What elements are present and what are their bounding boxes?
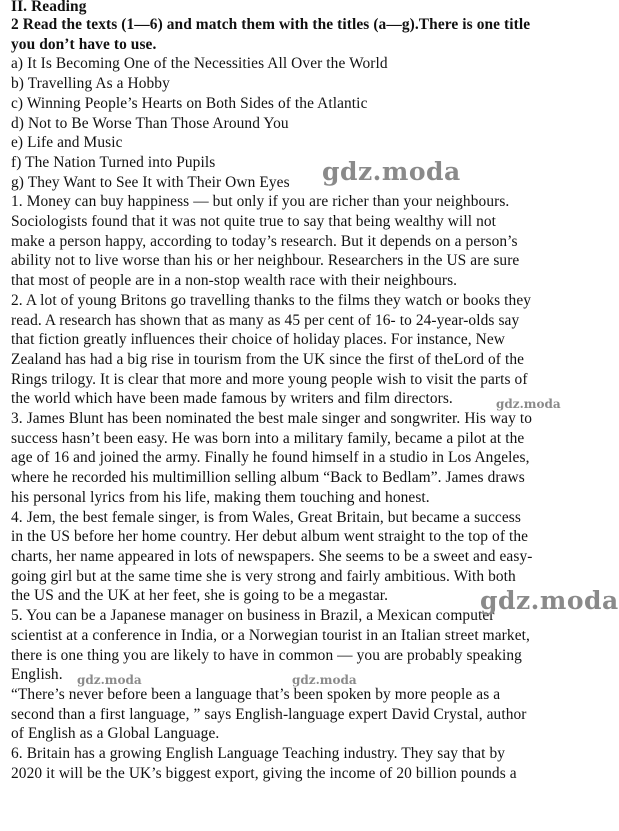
title-item-d: d) Not to Be Worse Than Those Around You — [11, 114, 289, 132]
text-line: 2. A lot of young Britons go travelling thanks to the films they watch or books they — [11, 291, 532, 309]
text-line: Sociologists found that it was not quite true to say that being wealthy will not — [11, 213, 497, 231]
text-line: Zealand has had a big rise in tourism from the UK since the first of theLord of the — [11, 350, 525, 368]
text-line: make a person happy, according to today’s research. But it depends on a person’s — [11, 232, 518, 250]
title-item-b: b) Travelling As a Hobby — [11, 75, 170, 93]
title-item-a: a) It Is Becoming One of the Necessities All Over the World — [11, 55, 388, 73]
text-line: 1. Money can buy happiness — but only if you are richer than your neighbours. — [11, 193, 510, 211]
text-line: read. A research has shown that as many as 45 per cent of 16- to 24-year-olds say — [11, 311, 520, 329]
section-title: II. Reading — [11, 0, 87, 15]
watermark-logo: gdz.moda — [480, 586, 619, 615]
text-line: charts, her name appeared in lots of newspapers. She seems to be a sweet and easy- — [11, 547, 533, 565]
text-line: scientist at a conference in India, or a Norwegian tourist in an Italian street market, — [11, 626, 530, 644]
text-line: the US and the UK at her feet, she is going to be a megastar. — [11, 587, 389, 605]
watermark-logo: gdz.moda — [322, 157, 461, 186]
text-line: that fiction greatly influences their choice of holiday places. For instance, New — [11, 331, 506, 349]
watermark-logo: gdz.moda — [77, 673, 142, 687]
text-line: English. — [11, 666, 63, 684]
text-line: “There’s never before been a language that’s been spoken by more people as a — [11, 685, 501, 703]
title-item-f: f) The Nation Turned into Pupils — [11, 153, 216, 171]
text-line: 3. James Blunt has been nominated the best male singer and songwriter. His way to — [11, 410, 533, 428]
reading-page — [11, 0, 593, 783]
title-item-e: e) Life and Music — [11, 134, 123, 152]
text-line: 4. Jem, the best female singer, is from Wales, Great Britain, but became a success — [11, 508, 521, 526]
reading-texts — [11, 192, 593, 783]
text-line: of English as a Global Language. — [11, 725, 220, 743]
titles-list — [11, 54, 593, 192]
text-line: 5. You can be a Japanese manager on business in Brazil, a Mexican computer — [11, 607, 495, 625]
text-line: where he recorded his multimillion selling album “Back to Bedlam”. James draws — [11, 469, 525, 487]
text-line: going girl but at the same time she is very strong and fairly ambitious. With both — [11, 567, 516, 585]
text-line: Rings trilogy. It is clear that more and more young people wish to visit the parts of — [11, 370, 528, 388]
title-item-c: c) Winning People’s Hearts on Both Sides of the Atlantic — [11, 94, 368, 112]
task-line: you don’t have to use. — [11, 35, 157, 53]
text-line: 6. Britain has a growing English Language Teaching industry. They say that by — [11, 745, 506, 763]
text-line: the world which have been made famous by writers and film directors. — [11, 390, 453, 408]
text-line: ability not to live worse than his or her neighbour. Researchers in the US are sure — [11, 252, 520, 270]
text-line: there is one thing you are likely to have in common — you are probably speaking — [11, 646, 522, 664]
task-instructions — [11, 15, 593, 54]
text-line: his personal lyrics from his life, making them touching and honest. — [11, 488, 430, 506]
text-line: 2020 it will be the UK’s biggest export, giving the income of 20 billion pounds a — [11, 764, 517, 782]
text-line: age of 16 and joined the army. Finally he found himself in a studio in Los Angeles, — [11, 449, 530, 467]
text-line: second than a first language, ” says English-language expert David Crystal, author — [11, 705, 527, 723]
title-item-g: g) They Want to See It with Their Own Eyes — [11, 173, 290, 191]
task-line: 2 Read the texts (1—6) and match them with the titles (a—g).There is one title — [11, 16, 531, 33]
watermark-logo: gdz.moda — [292, 673, 357, 687]
text-line: success hasn’t been easy. He was born into a military family, became a pilot at the — [11, 429, 525, 447]
text-line: that most of people are in a non-stop wealth race with their neighbours. — [11, 272, 458, 290]
text-line: in the US before her home country. Her debut album went straight to the top of the — [11, 528, 529, 546]
watermark-logo: gdz.moda — [496, 397, 561, 411]
